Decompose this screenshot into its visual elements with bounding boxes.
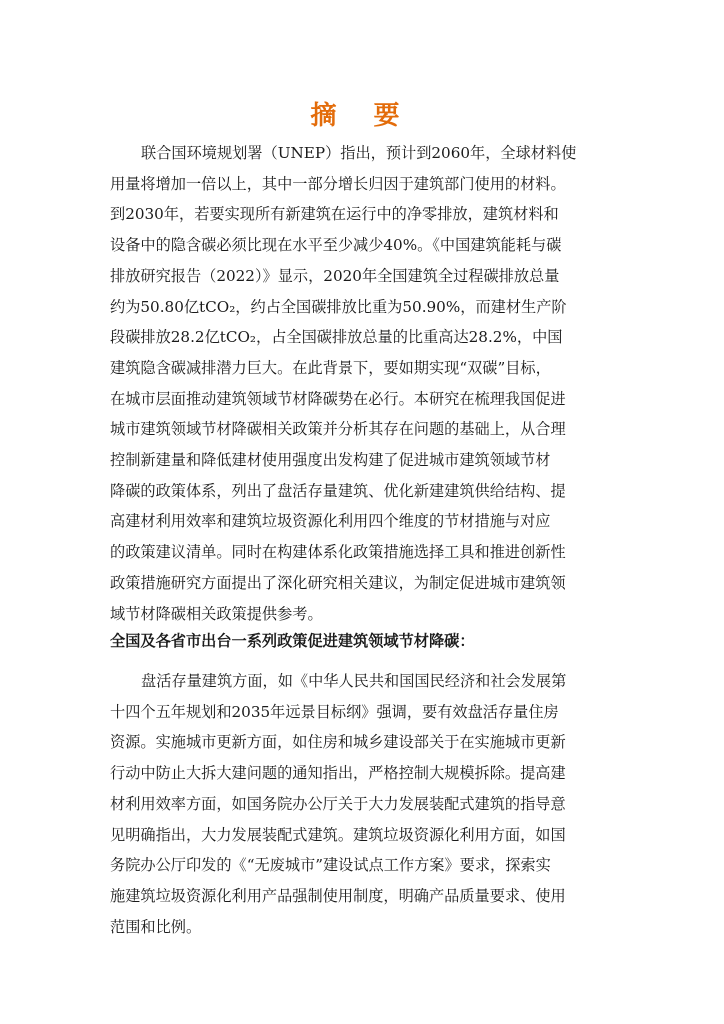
abstract-line: 在城市层面推动建筑领域节材降碳势在必行。本研究在梳理我国促进 (110, 389, 566, 408)
section-heading: 全国及各省市出台一系列政策促进建筑领域节材降碳： (110, 632, 475, 650)
policy-line: 盘活存量建筑方面，如《中华人民共和国国民经济和社会发展第 (141, 672, 567, 690)
page-title: 摘 要 (310, 101, 414, 131)
abstract-line: 降碳的政策体系，列出了盘活存量建筑、优化新建建筑供给结构、提 (110, 481, 566, 500)
abstract-line: 联合国环境规划署（UNEP）指出，预计到2060年，全球材料使 (141, 144, 577, 162)
abstract-line: 城市建筑领域节材降碳相关政策并分析其存在问题的基础上，从合理 (110, 420, 566, 439)
policy-paragraph (110, 666, 614, 942)
policy-line: 见明确指出，大力发展装配式建筑。建筑垃圾资源化利用方面，如国 (110, 825, 566, 844)
policy-line: 务院办公厅印发的《“无废城市”建设试点工作方案》要求，探索实 (110, 856, 551, 875)
abstract-line: 高建材利用效率和建筑垃圾资源化利用四个维度的节材措施与对应 (110, 512, 551, 531)
abstract-paragraph (110, 138, 614, 629)
abstract-line: 的政策建议清单。同时在构建体系化政策措施选择工具和推进创新性 (110, 543, 566, 562)
policy-line: 十四个五年规划和2035年远景目标纲》强调，要有效盘活存量住房 (110, 702, 559, 721)
abstract-line: 建筑隐含碳减排潜力巨大。在此背景下，要如期实现“双碳”目标， (110, 358, 551, 377)
abstract-line: 政策措施研究方面提出了深化研究相关建议，为制定促进城市建筑领 (110, 573, 566, 592)
policy-line: 范围和比例。 (110, 917, 202, 936)
policy-line: 资源。实施城市更新方面，如住房和城乡建设部关于在实施城市更新 (110, 733, 566, 752)
abstract-line: 排放研究报告（2022）》显示，2020年全国建筑全过程碳排放总量 (110, 266, 560, 285)
abstract-line: 约为50.80亿tCO₂，约占全国碳排放比重为50.90%，而建材生产阶 (110, 297, 567, 316)
abstract-line: 段碳排放28.2亿tCO₂，占全国碳排放总量的比重高达28.2%，中国 (110, 328, 563, 347)
abstract-line: 用量将增加一倍以上，其中一部分增长归因于建筑部门使用的材料。 (110, 174, 566, 193)
policy-line: 行动中防止大拆大建问题的通知指出，严格控制大规模拆除。提高建 (110, 764, 566, 783)
policy-line: 材利用效率方面，如国务院办公厅关于大力发展装配式建筑的指导意 (110, 794, 566, 813)
policy-line: 施建筑垃圾资源化利用产品强制使用制度，明确产品质量要求、使用 (110, 886, 566, 905)
abstract-line: 域节材降碳相关政策提供参考。 (110, 604, 323, 623)
abstract-line: 控制新建量和降低建材使用强度出发构建了促进城市建筑领域节材 (110, 451, 551, 470)
abstract-line: 到2030年，若要实现所有新建筑在运行中的净零排放，建筑材料和 (110, 205, 559, 224)
abstract-line: 设备中的隐含碳必须比现在水平至少减少40%。《中国建筑能耗与碳 (110, 236, 562, 255)
